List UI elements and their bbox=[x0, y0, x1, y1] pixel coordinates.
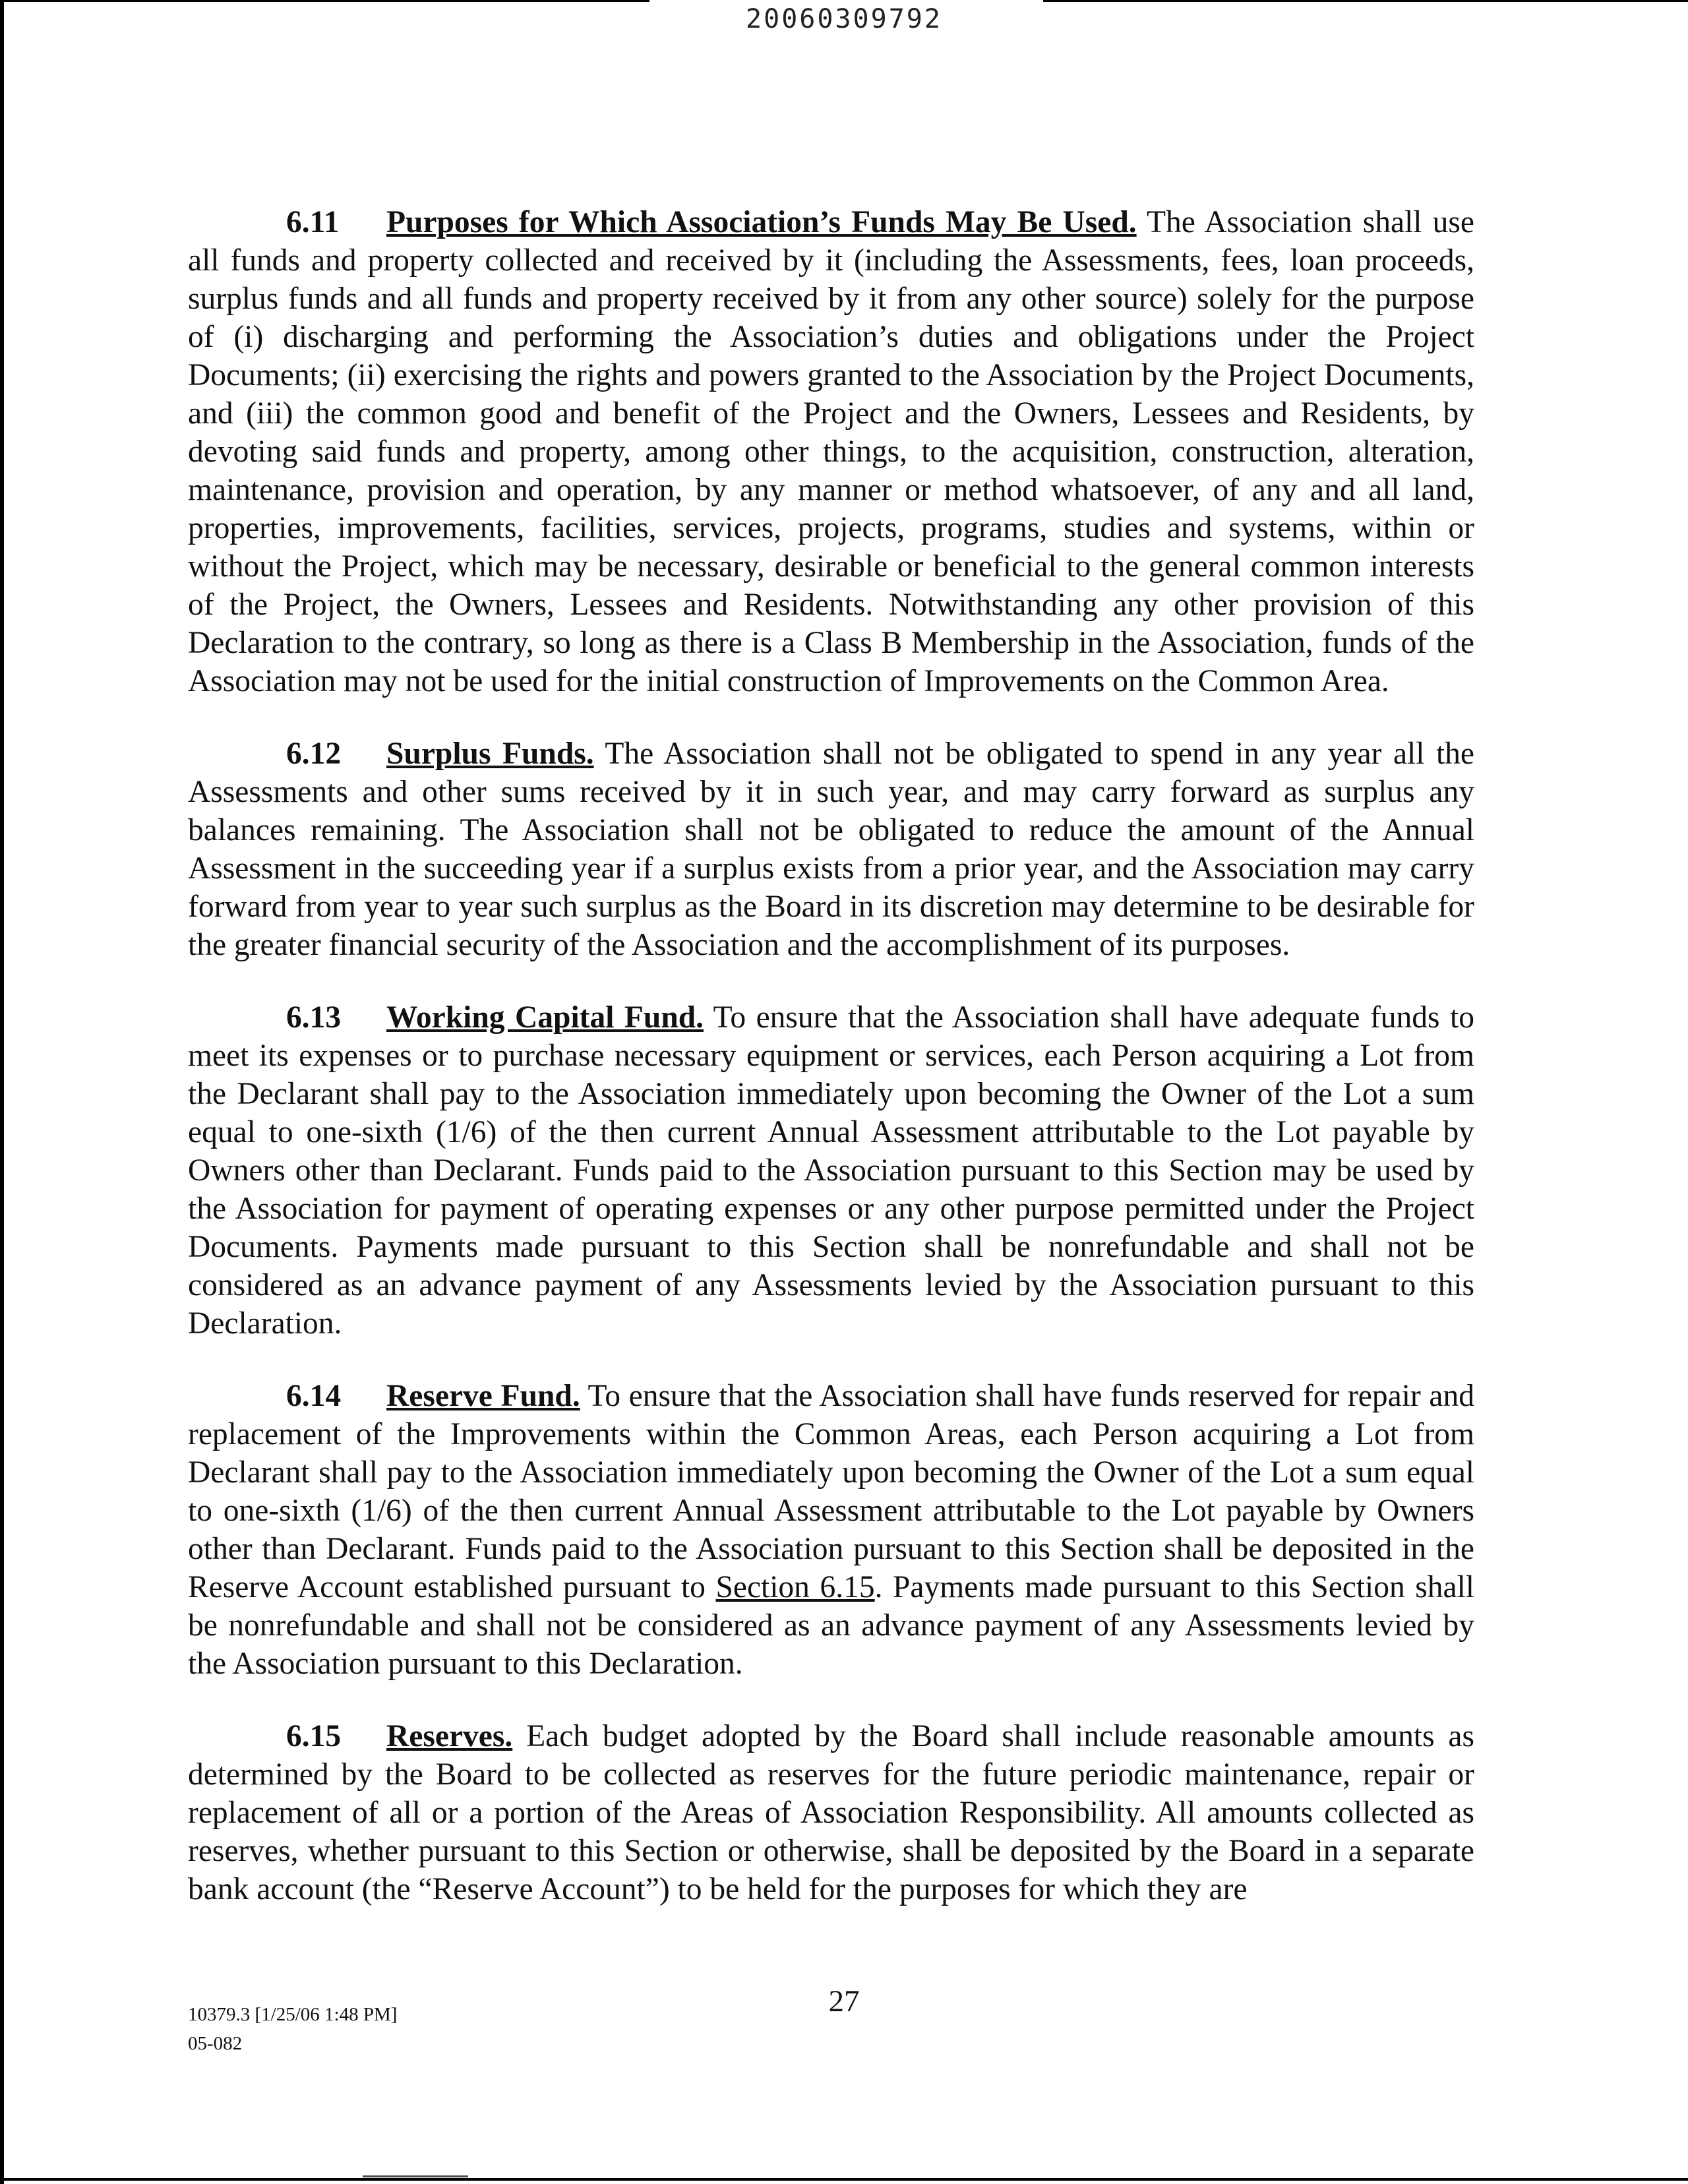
section-body: To ensure that the Association shall have funds reserved for repair and replacement of the Improvements within the Common Areas, each Person acquiring a Lot from Declarant shall pay to the Association immediately upon becoming the Owner of the Lot a sum equal to one-sixth (1/6) of the then current Annual Assessment attributable to the Lot payable by Owners other than Declarant. Funds paid to the Association pursuant to this Section shall be deposited in the Reserve Account established pursuant to bbox=[188, 1379, 1474, 1604]
cross-reference: Section 6.15 bbox=[715, 1570, 875, 1604]
document-body bbox=[188, 203, 1474, 1943]
section-6-14 bbox=[188, 1377, 1474, 1683]
section-number: 6.14 bbox=[286, 1379, 342, 1413]
section-6-13 bbox=[188, 998, 1474, 1343]
section-number: 6.15 bbox=[286, 1719, 342, 1753]
footer-file-no: 05-082 bbox=[188, 2033, 243, 2054]
section-6-12 bbox=[188, 735, 1474, 964]
section-heading: Purposes for Which Association’s Funds May Be Used. bbox=[386, 205, 1137, 239]
section-heading: Reserve Fund. bbox=[386, 1379, 580, 1413]
section-body: Each budget adopted by the Board shall include reasonable amounts as determined by the Board to be collected as reserves for the future periodic maintenance, repair or replacement of all or a portion of the Areas of Association Responsibility. All amounts collected as reserves, whether pursuant to this Section or otherwise, shall be deposited by the Board in a separate bank account (the “Reserve Account”) to be held for the purposes for which they are bbox=[188, 1719, 1474, 1906]
scan-top-line-right bbox=[1043, 0, 1688, 2]
section-6-15 bbox=[188, 1717, 1474, 1908]
section-body: The Association shall use all funds and property collected and received by it (including the Assessments, fees, loan proceeds, surplus funds and all funds and property received by it from any other source) solely for the purpose of (i) discharging and performing the Association’s duties and obligations under the Project Documents; (ii) exercising the rights and powers granted to the Association by the Project Documents, and (iii) the common good and benefit of the Project and the Owners, Lessees and Residents, by devoting said funds and property, among other things, to the acquisition, construction, alteration, maintenance, provision and operation, by any manner or method whatsoever, of any and all land, properties, improvements, facilities, services, projects, programs, studies and systems, within or without the Project, which may be necessary, desirable or beneficial to the general common interests of the Project, the Owners, Lessees and Residents. Notwithstanding any other provision of this Declaration to the contrary, so long as there is a Class B Membership in the Association, funds of the Association may not be used for the initial construction of Improvements on the Common Area. bbox=[188, 205, 1474, 698]
scan-border-left bbox=[0, 0, 4, 2184]
section-6-11 bbox=[188, 203, 1474, 700]
scan-top-line-left bbox=[0, 0, 649, 2]
section-heading: Surplus Funds. bbox=[386, 737, 594, 771]
page-number: 27 bbox=[828, 1984, 860, 2018]
section-body: The Association shall not be obligated to spend in any year all the Assessments and other sums received by it in such year, and may carry forward as surplus any balances remaining. The Association shall not be obligated to reduce the amount of the Annual Assessment in the succeeding year if a surplus exists from a prior year, and the Association may carry forward from year to year such surplus as the Board in its discretion may determine to be desirable for the greater financial security of the Association and the accomplishment of its purposes. bbox=[188, 737, 1474, 962]
footer-doc-ref: 10379.3 [1/25/06 1:48 PM] bbox=[188, 2004, 398, 2025]
section-number: 6.11 bbox=[286, 205, 340, 239]
section-number: 6.12 bbox=[286, 737, 342, 771]
section-heading: Reserves. bbox=[386, 1719, 513, 1753]
section-body: To ensure that the Association shall have adequate funds to meet its expenses or to purchase necessary equipment or services, each Person acquiring a Lot from the Declarant shall pay to the Association immediately upon becoming the Owner of the Lot a sum equal to one-sixth (1/6) of the then current Annual Assessment attributable to the Lot payable by Owners other than Declarant. Funds paid to the Association pursuant to this Section may be used by the Association for payment of operating expenses or any other purpose permitted under the Project Documents. Payments made pursuant to this Section shall be nonrefundable and shall not be considered as an advance payment of any Assessments levied by the Association pursuant to this Declaration. bbox=[188, 1000, 1474, 1341]
section-heading: Working Capital Fund. bbox=[386, 1000, 704, 1035]
section-body-continued: . Payments made pursuant to this Section shall be nonrefundable and shall not be considered as an advance payment of any Assessments levied by the Association pursuant to this Declaration. bbox=[188, 1570, 1474, 1681]
scan-bottom-line bbox=[0, 2178, 1688, 2181]
section-number: 6.13 bbox=[286, 1000, 342, 1035]
scan-bottom-speckle bbox=[363, 2175, 468, 2177]
document-number: 20060309792 bbox=[746, 4, 942, 34]
